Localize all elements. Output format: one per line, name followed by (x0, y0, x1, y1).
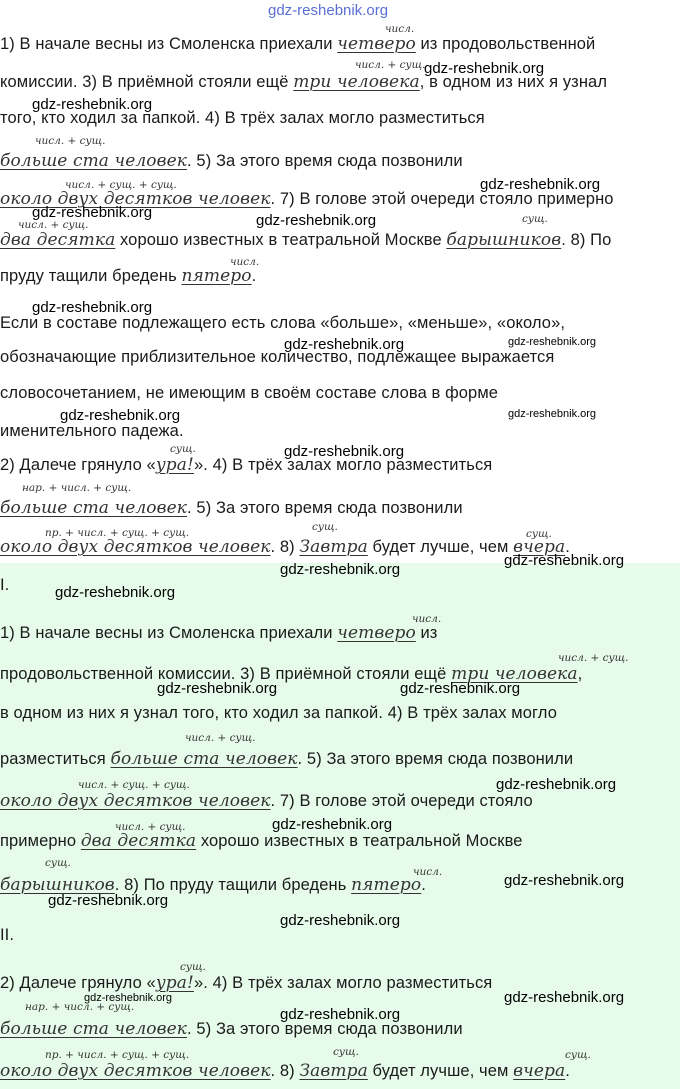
text-segment: . (421, 876, 426, 894)
label: числ. + сущ. (558, 652, 629, 664)
text-segment: . (565, 1062, 570, 1080)
text-line (0, 151, 463, 171)
subject-word: больше ста человек (110, 749, 298, 769)
text-segment: . (251, 267, 257, 285)
text-line (0, 973, 492, 993)
text-segment: 2) Далече грянуло « (0, 974, 156, 992)
text-segment: комиссии. 3) В приёмной стояли ещё (0, 73, 294, 91)
label: числ. (230, 256, 260, 268)
subject-word: ура! (155, 973, 194, 993)
text-segment: . 7) В голове этой очереди стояло (270, 792, 533, 810)
watermark: gdz-reshebnik.org (508, 408, 597, 420)
header-watermark: gdz-reshebnik.org (268, 2, 389, 19)
subject-word: три человека (451, 664, 578, 684)
watermark: gdz-reshebnik.org (32, 299, 153, 316)
label: сущ. (526, 528, 552, 540)
label: сущ. (180, 961, 206, 973)
text-segment: из (415, 624, 438, 642)
subject-word: около двух десятков человек (0, 189, 271, 209)
label: числ. (412, 613, 442, 625)
watermark: gdz-reshebnik.org (284, 443, 405, 460)
text-line (0, 230, 611, 250)
watermark: gdz-reshebnik.org (48, 892, 169, 909)
subject-word: три человека (293, 72, 420, 92)
subject-word: около двух десятков человек (0, 791, 271, 811)
subject-word: больше ста человек (0, 1019, 188, 1039)
watermark: gdz-reshebnik.org (400, 680, 521, 697)
label: числ. + сущ. (115, 821, 186, 833)
text-line (0, 749, 573, 769)
subject-word: барышников (0, 875, 115, 895)
text-segment: . (565, 538, 570, 556)
rule-line: Если в составе подлежащего есть слова «больше», «меньше», «около», (0, 314, 566, 332)
subject-word: вчера (513, 537, 566, 557)
watermark: gdz-reshebnik.org (504, 872, 625, 889)
label: числ. + сущ. (355, 59, 426, 71)
subject-word: вчера (513, 1061, 566, 1081)
text-segment: пруду тащили бредень (0, 267, 182, 285)
watermark: gdz-reshebnik.org (496, 776, 617, 793)
watermark: gdz-reshebnik.org (508, 336, 597, 348)
text-line (0, 1061, 570, 1081)
text-segment: будет лучше, чем (367, 1062, 514, 1080)
watermark: gdz-reshebnik.org (504, 552, 625, 569)
subject-word: пятеро (181, 266, 252, 286)
text-segment: . 5) За этого время сюда позвонили (187, 499, 463, 517)
watermark: gdz-reshebnik.org (272, 816, 393, 833)
rule-line: обозначающие приблизительное количество, подлежащее выражается (0, 348, 555, 366)
label: числ. + сущ. (185, 732, 256, 744)
text-line (0, 831, 523, 851)
watermark: gdz-reshebnik.org (280, 561, 401, 578)
text-line: того, кто ходил за папкой. 4) В трёх залах могло разместиться (0, 109, 485, 127)
label: числ. (413, 866, 443, 878)
text-line (0, 537, 570, 557)
text-segment: . 5) За этого время сюда позвонили (187, 1020, 463, 1038)
label: сущ. (312, 521, 338, 533)
label: нар. + числ. + сущ. (22, 482, 132, 494)
subject-word: два десятка (0, 230, 116, 250)
text-line (0, 791, 533, 811)
watermark: gdz-reshebnik.org (157, 680, 278, 697)
label: пр. + числ. + сущ. + сущ. (45, 1049, 190, 1061)
watermark: gdz-reshebnik.org (84, 992, 173, 1004)
subject-word: Завтра (299, 1061, 368, 1081)
text-segment: хорошо известных в театральной Москве (115, 231, 447, 249)
text-segment: ». 4) В трёх залах могло разместиться (193, 974, 493, 992)
text-segment: , (577, 665, 583, 683)
label: нар. + числ. + сущ. (25, 1001, 135, 1013)
text-line: в одном из них я узнал того, кто ходил за папкой. 4) В трёх залах могло (0, 704, 557, 722)
watermark: gdz-reshebnik.org (32, 96, 153, 113)
subject-word: ура! (155, 455, 194, 475)
text-segment: . 8) По (561, 231, 612, 249)
text-segment: ». 4) В трёх залах могло разместиться (193, 456, 493, 474)
watermark: gdz-reshebnik.org (284, 336, 405, 353)
subject-word: больше ста человек (0, 498, 188, 518)
section-heading: I. (0, 576, 10, 594)
rule-line: словосочетанием, не имеющим в своём составе слова в форме (0, 384, 499, 402)
subject-word: больше ста человек (0, 151, 188, 171)
subject-word: Завтра (299, 537, 368, 557)
text-segment: 1) В начале весны из Смоленска приехали (0, 624, 338, 642)
watermark: gdz-reshebnik.org (256, 212, 377, 229)
subject-word: около двух десятков человек (0, 1061, 271, 1081)
watermark: gdz-reshebnik.org (32, 204, 153, 221)
label: сущ. (565, 1049, 591, 1061)
text-segment: . 5) За этого время сюда позвонили (297, 750, 574, 768)
text-segment: разместиться (0, 750, 111, 768)
subject-word: два десятка (80, 831, 197, 851)
watermark: gdz-reshebnik.org (480, 176, 601, 193)
watermark: gdz-reshebnik.org (55, 584, 176, 601)
rule-line: именительного падежа. (0, 422, 184, 440)
subject-word: барышников (446, 230, 562, 250)
watermark: gdz-reshebnik.org (424, 60, 545, 77)
text-line (0, 623, 437, 643)
text-segment: продовольственной комиссии. 3) В приёмной стояли ещё (0, 665, 452, 683)
label: пр. + числ. + сущ. + сущ. (45, 527, 190, 539)
watermark: gdz-reshebnik.org (280, 1006, 401, 1023)
label: сущ. (522, 213, 548, 225)
watermark: gdz-reshebnik.org (280, 912, 401, 929)
watermark: gdz-reshebnik.org (504, 989, 625, 1006)
text-segment: будет лучше, чем (367, 538, 514, 556)
text-segment: 1) В начале весны из Смоленска приехали (0, 35, 338, 53)
text-segment: . 8) (270, 538, 300, 556)
label: сущ. (333, 1046, 359, 1058)
text-segment: хорошо известных в театральной Москве (196, 832, 523, 850)
text-segment: примерно (0, 832, 81, 850)
subject-word: четверо (337, 34, 416, 54)
label: сущ. (170, 443, 196, 455)
text-line (0, 455, 492, 475)
text-segment: . 8) По пруду тащили бредень (114, 876, 352, 894)
label: числ. + сущ. (18, 219, 89, 231)
label: сущ. (45, 857, 71, 869)
section-heading: II. (0, 926, 15, 944)
label: числ. (385, 23, 415, 35)
label: числ. + сущ. + сущ. (65, 179, 177, 191)
text-segment: . 7) В голове этой очереди стояло примерно (270, 190, 614, 208)
text-segment: , в одном из них я узнал (419, 73, 608, 91)
text-segment: из продовольственной (415, 35, 596, 53)
label: числ. + сущ. (35, 135, 106, 147)
text-segment: . 5) За этого время сюда позвонили (187, 152, 463, 170)
watermark: gdz-reshebnik.org (60, 407, 181, 424)
text-segment: 2) Далече грянуло « (0, 456, 156, 474)
text-segment: . 8) (270, 1062, 300, 1080)
label: числ. + сущ. + сущ. (78, 779, 190, 791)
subject-word: пятеро (351, 875, 422, 895)
text-line (0, 34, 595, 54)
subject-word: четверо (337, 623, 416, 643)
text-line (0, 266, 256, 286)
subject-word: около двух десятков человек (0, 537, 271, 557)
text-line (0, 498, 463, 518)
